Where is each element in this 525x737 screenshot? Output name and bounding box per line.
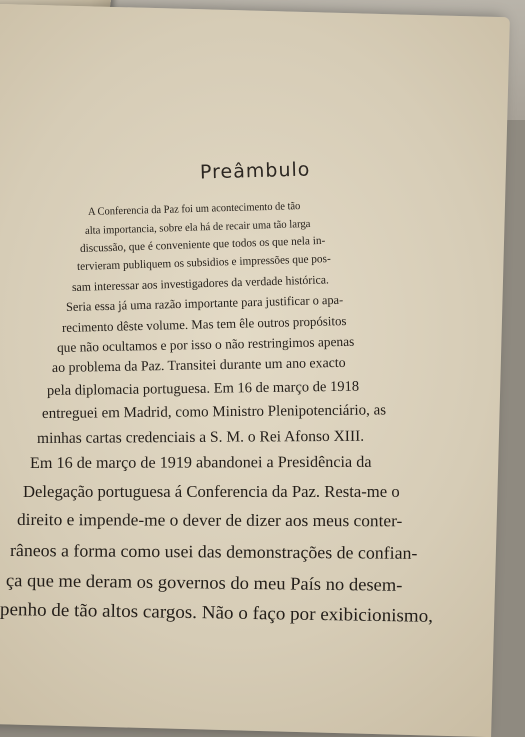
text-line: direito e impende-me o dever de dizer aos meus conter- [16, 510, 403, 531]
text-line: Em 16 de março de 1919 abandonei a Presidência da [29, 453, 372, 472]
text-line: sam interessar aos investigadores da verdade histórica. [71, 272, 330, 294]
text-line: recimento dêste volume. Mas tem êle outros propósitos [61, 313, 347, 335]
text-line: entreguei em Madrid, como Ministro Plenipotenciário, as [41, 402, 387, 422]
text-line: Seria essa já uma razão importante para justificar o apa- [65, 292, 344, 314]
text-line: Delegação portuguesa á Conferencia da Paz. Resta-me o [23, 482, 400, 501]
page-title: Preâmbulo [199, 158, 311, 184]
text-line: pela diplomacia portuguesa. Em 16 de março de 1918 [46, 378, 360, 399]
text-line: minhas cartas credenciais a S. M. o Rei Afonso XIII. [36, 427, 365, 447]
text-line: que não ocultamos e por isso o não restringimos apenas [56, 333, 355, 355]
text-line: ao problema da Paz. Transitei durante um ano exacto [51, 355, 346, 376]
text-line: penho de tão altos cargos. Não o faço por exibicionismo, [0, 600, 434, 627]
text-line: discussão, que é conveniente que todos os que nela in- [79, 234, 326, 255]
text-line: râneos a forma como usei das demonstrações de confian- [9, 540, 418, 563]
text-line: ça que me deram os governos do meu País no desem- [5, 570, 403, 595]
text-line: A Conferencia da Paz foi um acontecimento de tão [87, 200, 301, 218]
text-line: tervieram publiquem os subsidios e impressões que pos- [76, 253, 331, 273]
text-line: alta importancia, sobre ela há de recair uma tão larga [84, 217, 311, 237]
